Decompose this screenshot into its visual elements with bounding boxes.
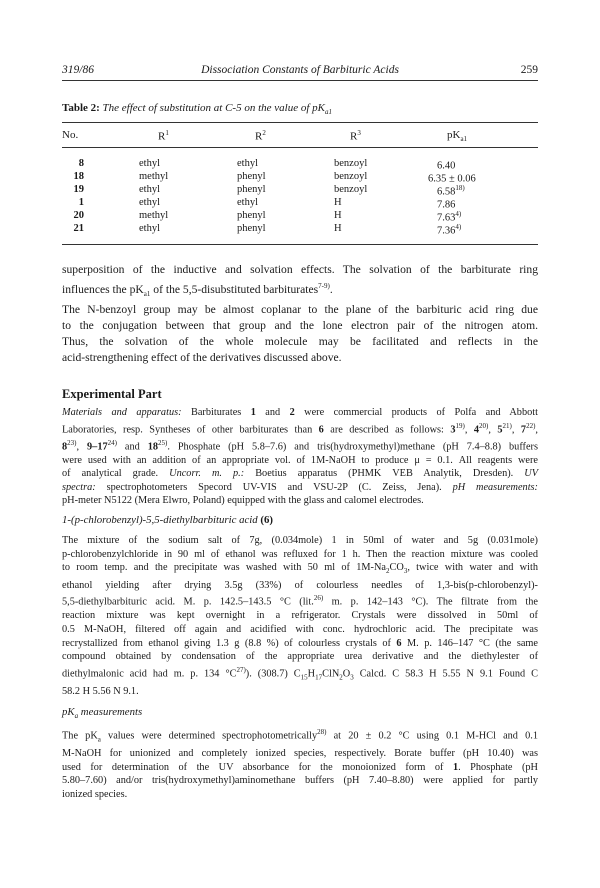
col-pka1: $pK_{a1}$ [447, 129, 468, 144]
issue-code: 319/86 [62, 64, 94, 76]
compound-heading: 1-(p-chlorobenzyl)-5,5-diethylbarbituric acid (6) [62, 514, 273, 526]
table-row: 20 methyl phenyl H 7.63$^{4)}$ [73, 210, 462, 224]
journal-page [62, 0, 538, 888]
header-rule [62, 80, 538, 81]
table-caption [62, 102, 332, 116]
table-row: 19 ethyl phenyl benzoyl 6.58$^{18)}$ [73, 184, 465, 198]
table-row: 1 ethyl ethyl H 7.86 [78, 197, 456, 211]
table-row: 21 ethyl phenyl H 7.36$^{4)}$ [73, 223, 462, 237]
pka-heading: $pK_a$ measurements [62, 706, 143, 721]
col-r3: $R^3$ [350, 129, 361, 143]
table-caption-text: The effect of substitution at C-5 on the value of $pK_{a1}$ [102, 102, 332, 117]
col-r2: $R^2$ [255, 129, 266, 143]
col-no: No. [62, 129, 79, 141]
section-title: Experimental Part [62, 387, 162, 401]
synthesis-paragraph: The mixture of the sodium salt of 7g, (0.034mole) 1 in 50ml of water and 5g (0.031mole) p-chlorobenzylchloride in 90 ml of ethanol was refluxed for 1 h. Then the reaction mixture was cooled to room temp. and the precipitate was washed with 50 ml of $1M-Na_2CO_3$, twice with water and with ethanol yielding after drying 3.5g (33%) of colourless needles of 1,3-bis(p-chlorobenzyl)- 5,5-diethylbarbituric acid. M. p. 142.5–143.5 °C (lit.$^{26)}$ m. p. 142–143 °C). The filtrate from the reaction mixture was kept overnight in a refrigerator. Crystals were dissolved in 50ml of 0.5 M-NaOH, filtered off again and acidified with conc. hydrochloric acid. The precipitate was recrystallized from ethanol giving 1.3 g (8.8 %) of colourless crystals of 6 M. p. 146–147 °C (the same compound obtained by condensation of the appropriate urea derivative and the diethylester of diethylmalonic acid had m. p. 134 $^\circ C^{27)}$). (308.7) $C_{15}H_{17}ClN_2O_3$ Calcd. C 58.3 H 5.55 N 9.1 Found C 58.2 H 5.56 N 9.1. [62, 535, 538, 697]
page-number: 259 [520, 64, 538, 76]
table-row: 18 methyl phenyl benzoyl 6.35 ± 0.06 [73, 171, 476, 185]
materials-paragraph: Materials and apparatus: Barbiturates 1 and 2 were commercial products of Polfa and Abbott Laboratories, resp. Syntheses of other barbiturates than 6 are described as follows: 3$^{19)}$, 4$^{20)}$, 5$^{21)}$, 7$^{22)}$, 8$^{23)}$, 9–17$^{24)}$ and 18$^{25)}$. Phosphate (pH 5.8–7.6) and tris(hydroxymethyl)methane (pH 7.4–8.8) buffers were used with an addition of an appropriate vol. of 1M-NaOH to produce μ = 0.1. All reagents were of analytical grade. Uncorr. m. p.: Boetius apparatus (PHMK VEB Analytik, Dresden). UV spectra: spectrophotometers Specord UV-VIS and VSU-2P (C. Zeiss, Jena). pH measurements: pH-meter N5122 (Mera Elwro, Poland) equipped with the glass and calomel electrodes. [62, 407, 539, 507]
pka-paragraph: The $pK_a$ values were determined spectrophotometrically$^{28)}$ at 20 ± 0.2 °C using 0.1 M-HCl and 0.1 M-NaOH for unionized and completely ionized species, respectively. Borate buffer (pH 10.40) was used for determination of the UV absorbance for the monoionized form of 1. Phosphate (pH 5.80–7.60) and/or tris(hydroxymethyl)aminomethane buffers (pH 7.40–8.80) were applied for partly ionized species. [62, 728, 538, 800]
col-r1: $R^1$ [158, 129, 169, 143]
table-label: Table 2: [62, 102, 100, 114]
table-top-rule [62, 122, 538, 123]
table-bottom-rule [62, 244, 538, 245]
discussion-paragraph: superposition of the inductive and solvation effects. The solvation of the barbiturate ring influences the $pK_{a1}$ of the 5,5-disubstituted barbiturates$^{7-9)}$. The N-benzoyl group may be almost coplanar to the plane of the barbituric acid ring due to the conjugation between that group and the lone electron pair of the nitrogen atom. Thus, the solvation of the whole molecule may be facilitated and reflects in the acid-strengthening effect of the derivatives discussed above. [62, 263, 538, 365]
table-row: 8 ethyl ethyl benzoyl 6.40 [78, 158, 456, 172]
table-header-rule [62, 147, 538, 148]
running-title: Dissociation Constants of Barbituric Acids [201, 64, 399, 76]
table-header-row [62, 129, 538, 143]
